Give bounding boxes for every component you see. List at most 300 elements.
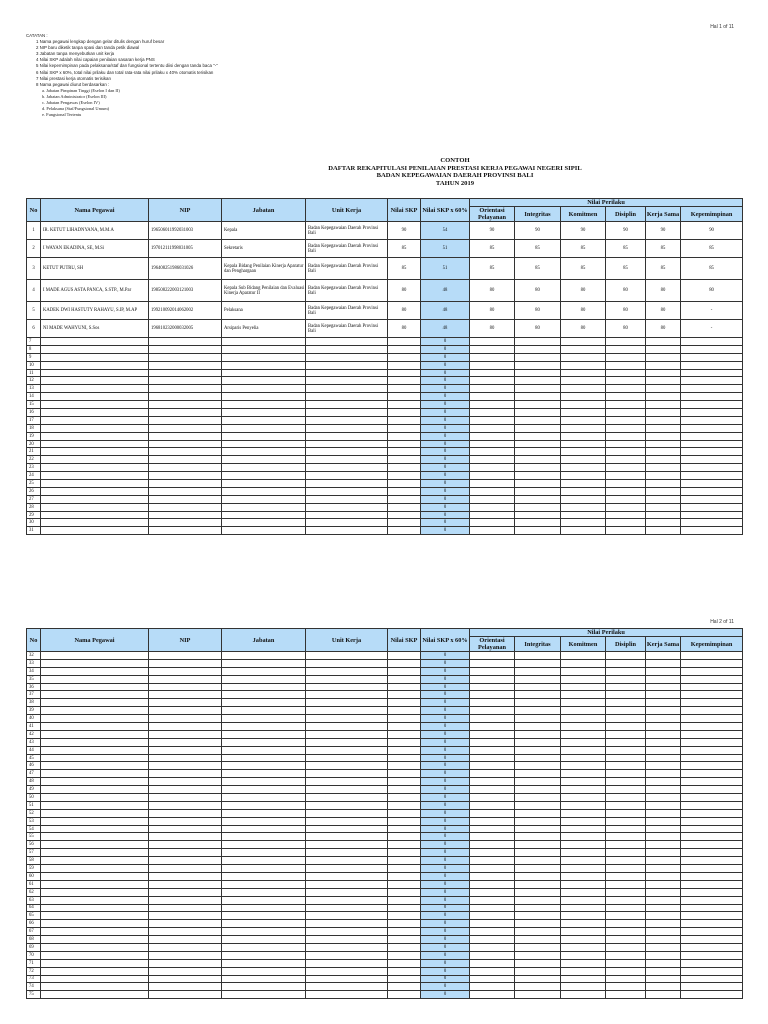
cell-empty: [470, 983, 515, 991]
cell-empty: [515, 778, 561, 786]
cell-empty: [41, 778, 149, 786]
cell-empty: [388, 659, 421, 667]
cell-empty: [470, 448, 515, 456]
cell-disiplin: 85: [606, 258, 646, 280]
cell-empty: [515, 527, 561, 535]
cell-empty: [606, 746, 646, 754]
cell-empty: [681, 385, 743, 393]
cell-orientasi: 90: [470, 222, 515, 240]
cell-empty: [561, 738, 606, 746]
cell-empty: [606, 432, 646, 440]
cell-empty: [388, 904, 421, 912]
cell-empty: [222, 393, 306, 401]
cell-empty: [41, 770, 149, 778]
cell-empty: [306, 416, 388, 424]
cell-empty: [561, 416, 606, 424]
cell-empty: [149, 432, 222, 440]
cell-empty: [388, 983, 421, 991]
cell-empty: [646, 801, 681, 809]
cell-empty: [41, 959, 149, 967]
cell-empty: [388, 401, 421, 409]
document-title: [0, 157, 768, 187]
cell-empty: [388, 738, 421, 746]
cell-empty: [306, 872, 388, 880]
page-number-2: Hal 2 of 11: [710, 619, 734, 625]
table-row: [27, 888, 743, 896]
cell-empty: [388, 880, 421, 888]
header-kerja-sama: Kerja Sama: [646, 637, 681, 652]
cell-empty: [470, 943, 515, 951]
table-row: [27, 730, 743, 738]
cell-empty: [388, 675, 421, 683]
cell-empty: [606, 456, 646, 464]
cell-empty: [681, 754, 743, 762]
notes-sublist: [26, 88, 218, 118]
cell-empty: [388, 511, 421, 519]
cell-empty: [515, 667, 561, 675]
cell-empty: [646, 762, 681, 770]
cell-jabatan: Kepala: [222, 222, 306, 240]
cell-no: 18: [27, 424, 41, 432]
cell-empty: [470, 904, 515, 912]
cell-empty: [470, 951, 515, 959]
cell-empty: [470, 928, 515, 936]
cell-empty: [149, 794, 222, 802]
cell-empty: [306, 401, 388, 409]
cell-empty: [606, 659, 646, 667]
cell-empty: [149, 361, 222, 369]
cell-empty: [561, 480, 606, 488]
cell-empty: [388, 393, 421, 401]
cell-empty: [41, 920, 149, 928]
cell-nama: KADEK DWI HASTUTY RAHAYU, S.IP, M.AP: [41, 302, 149, 320]
cell-empty: [222, 448, 306, 456]
cell-empty: [306, 888, 388, 896]
cell-empty: [306, 353, 388, 361]
cell-empty: [681, 746, 743, 754]
cell-no: 74: [27, 983, 41, 991]
cell-empty: [222, 770, 306, 778]
cell-empty: [561, 936, 606, 944]
cell-nilai-skp-60: 0: [421, 738, 470, 746]
table-row: [27, 385, 743, 393]
cell-empty: [306, 707, 388, 715]
cell-empty: [388, 353, 421, 361]
cell-empty: [470, 699, 515, 707]
cell-empty: [306, 943, 388, 951]
cell-empty: [606, 904, 646, 912]
cell-empty: [681, 975, 743, 983]
cell-empty: [561, 912, 606, 920]
cell-komitmen: 80: [561, 320, 606, 338]
cell-empty: [222, 841, 306, 849]
cell-empty: [646, 385, 681, 393]
cell-empty: [149, 456, 222, 464]
cell-empty: [470, 683, 515, 691]
cell-empty: [149, 440, 222, 448]
cell-empty: [646, 754, 681, 762]
cell-empty: [681, 770, 743, 778]
cell-empty: [470, 762, 515, 770]
cell-empty: [515, 809, 561, 817]
cell-no: 42: [27, 730, 41, 738]
cell-no: 54: [27, 825, 41, 833]
table-row: [27, 369, 743, 377]
cell-empty: [149, 896, 222, 904]
cell-empty: [41, 936, 149, 944]
cell-empty: [515, 723, 561, 731]
header-nama: Nama Pegawai: [41, 199, 149, 222]
cell-empty: [306, 936, 388, 944]
cell-empty: [222, 762, 306, 770]
cell-empty: [515, 754, 561, 762]
cell-empty: [222, 707, 306, 715]
cell-empty: [606, 519, 646, 527]
table-row: [27, 240, 743, 258]
cell-empty: [149, 778, 222, 786]
cell-orientasi: 85: [470, 258, 515, 280]
cell-empty: [149, 707, 222, 715]
cell-empty: [306, 667, 388, 675]
cell-empty: [646, 345, 681, 353]
cell-empty: [681, 691, 743, 699]
cell-empty: [388, 503, 421, 511]
cell-empty: [41, 888, 149, 896]
cell-empty: [306, 699, 388, 707]
cell-empty: [606, 472, 646, 480]
cell-empty: [306, 857, 388, 865]
cell-empty: [646, 472, 681, 480]
cell-empty: [41, 801, 149, 809]
table-row: [27, 416, 743, 424]
cell-empty: [606, 424, 646, 432]
cell-empty: [41, 393, 149, 401]
cell-no: 8: [27, 345, 41, 353]
cell-nilai-skp-60: 0: [421, 778, 470, 786]
cell-empty: [561, 393, 606, 401]
cell-empty: [388, 786, 421, 794]
cell-empty: [606, 880, 646, 888]
cell-empty: [515, 691, 561, 699]
cell-empty: [306, 738, 388, 746]
cell-empty: [388, 345, 421, 353]
cell-empty: [515, 361, 561, 369]
cell-orientasi: 80: [470, 320, 515, 338]
cell-empty: [561, 794, 606, 802]
cell-empty: [306, 801, 388, 809]
cell-empty: [306, 754, 388, 762]
cell-empty: [681, 794, 743, 802]
cell-nilai-skp-60: 0: [421, 464, 470, 472]
cell-empty: [561, 652, 606, 660]
cell-nilai-skp-60: 0: [421, 456, 470, 464]
cell-empty: [515, 456, 561, 464]
table-row: [27, 975, 743, 983]
notes-subitem: d. Pelaksana (Staf/Fungsional Umum): [42, 106, 110, 112]
cell-empty: [561, 385, 606, 393]
cell-empty: [41, 746, 149, 754]
cell-empty: [515, 959, 561, 967]
cell-empty: [561, 456, 606, 464]
cell-integritas: 90: [515, 222, 561, 240]
notes-item: 3 Jabatan tanpa menyebutkan unit kerja: [36, 51, 115, 57]
cell-empty: [681, 857, 743, 865]
cell-empty: [470, 377, 515, 385]
cell-empty: [470, 440, 515, 448]
cell-empty: [646, 865, 681, 873]
cell-empty: [470, 723, 515, 731]
header-nama: Nama Pegawai: [41, 629, 149, 652]
cell-empty: [222, 527, 306, 535]
cell-empty: [515, 401, 561, 409]
cell-no: 73: [27, 975, 41, 983]
table-row: [27, 991, 743, 999]
cell-empty: [515, 683, 561, 691]
notes-item: 5 Nilai kepemimpinan pada pelaksana/staf dan fungsional tertentu diisi dengan tanda baca "-": [36, 63, 218, 69]
cell-kepemimpinan: 80: [681, 280, 743, 302]
cell-empty: [606, 448, 646, 456]
cell-empty: [606, 778, 646, 786]
cell-empty: [222, 983, 306, 991]
cell-empty: [561, 833, 606, 841]
cell-empty: [515, 872, 561, 880]
table-row: [27, 951, 743, 959]
cell-empty: [606, 975, 646, 983]
cell-empty: [41, 738, 149, 746]
cell-empty: [388, 699, 421, 707]
cell-nilai-skp-60: 0: [421, 401, 470, 409]
cell-empty: [646, 699, 681, 707]
cell-empty: [388, 683, 421, 691]
cell-empty: [388, 707, 421, 715]
cell-empty: [606, 872, 646, 880]
cell-empty: [149, 511, 222, 519]
cell-nilai-skp-60: 0: [421, 527, 470, 535]
cell-empty: [515, 746, 561, 754]
cell-empty: [149, 959, 222, 967]
cell-empty: [41, 904, 149, 912]
cell-no: 60: [27, 872, 41, 880]
cell-empty: [681, 401, 743, 409]
cell-kepemimpinan: 85: [681, 258, 743, 280]
table-row: [27, 527, 743, 535]
cell-empty: [222, 817, 306, 825]
cell-empty: [470, 527, 515, 535]
cell-empty: [606, 409, 646, 417]
cell-empty: [149, 983, 222, 991]
cell-empty: [222, 385, 306, 393]
cell-empty: [606, 511, 646, 519]
cell-empty: [41, 880, 149, 888]
cell-empty: [149, 770, 222, 778]
cell-nilai-skp-60: 0: [421, 896, 470, 904]
cell-empty: [149, 920, 222, 928]
cell-empty: [606, 943, 646, 951]
cell-empty: [222, 746, 306, 754]
cell-empty: [470, 659, 515, 667]
cell-empty: [681, 361, 743, 369]
cell-no: 40: [27, 715, 41, 723]
cell-empty: [149, 527, 222, 535]
cell-nilai-skp: 90: [388, 222, 421, 240]
cell-empty: [149, 880, 222, 888]
cell-empty: [149, 472, 222, 480]
table-row: [27, 801, 743, 809]
cell-komitmen: 80: [561, 302, 606, 320]
table-row: [27, 472, 743, 480]
cell-empty: [306, 683, 388, 691]
cell-empty: [681, 912, 743, 920]
table-row: [27, 495, 743, 503]
cell-empty: [470, 770, 515, 778]
cell-empty: [222, 778, 306, 786]
cell-empty: [149, 377, 222, 385]
cell-empty: [681, 841, 743, 849]
table-row: [27, 857, 743, 865]
cell-empty: [515, 495, 561, 503]
cell-empty: [681, 872, 743, 880]
cell-empty: [306, 511, 388, 519]
cell-no: 13: [27, 385, 41, 393]
cell-empty: [561, 353, 606, 361]
cell-no: 57: [27, 849, 41, 857]
cell-empty: [222, 912, 306, 920]
cell-no: 47: [27, 770, 41, 778]
title-line: TAHUN 2019: [435, 179, 475, 187]
cell-empty: [222, 951, 306, 959]
table-row: [27, 825, 743, 833]
cell-empty: [646, 912, 681, 920]
cell-empty: [681, 849, 743, 857]
notes-title: CATATAN :: [26, 33, 48, 38]
cell-empty: [681, 338, 743, 346]
table-row: [27, 440, 743, 448]
cell-empty: [222, 432, 306, 440]
table-row: [27, 409, 743, 417]
cell-empty: [470, 730, 515, 738]
cell-empty: [646, 849, 681, 857]
table-row: [27, 519, 743, 527]
cell-empty: [646, 809, 681, 817]
cell-empty: [222, 904, 306, 912]
cell-empty: [470, 401, 515, 409]
cell-empty: [222, 865, 306, 873]
cell-empty: [41, 456, 149, 464]
cell-empty: [149, 801, 222, 809]
cell-empty: [222, 667, 306, 675]
cell-empty: [388, 794, 421, 802]
notes-item: 2 NIP baru diketik tanpa spasi dan tanda petik diawal: [36, 45, 140, 51]
cell-empty: [149, 904, 222, 912]
cell-empty: [561, 983, 606, 991]
cell-empty: [515, 762, 561, 770]
cell-empty: [606, 401, 646, 409]
cell-empty: [41, 865, 149, 873]
cell-empty: [561, 361, 606, 369]
cell-unit-kerja: Badan Kepegawaian Daerah Provinsi Bali: [306, 240, 388, 258]
cell-nilai-skp-60: 0: [421, 393, 470, 401]
cell-orientasi: 80: [470, 302, 515, 320]
notes-subitem: c. Jabatan Pengawas (Eselon IV): [42, 100, 100, 106]
cell-empty: [388, 652, 421, 660]
cell-no: 53: [27, 817, 41, 825]
table-row: [27, 928, 743, 936]
cell-nilai-skp-60: 0: [421, 770, 470, 778]
cell-empty: [606, 809, 646, 817]
cell-empty: [681, 440, 743, 448]
cell-empty: [222, 738, 306, 746]
cell-disiplin: 85: [606, 240, 646, 258]
cell-empty: [606, 691, 646, 699]
cell-empty: [222, 683, 306, 691]
cell-no: 37: [27, 691, 41, 699]
cell-empty: [606, 683, 646, 691]
cell-empty: [222, 377, 306, 385]
cell-empty: [561, 896, 606, 904]
cell-empty: [41, 377, 149, 385]
cell-empty: [681, 432, 743, 440]
cell-no: 16: [27, 409, 41, 417]
cell-empty: [222, 369, 306, 377]
cell-empty: [222, 424, 306, 432]
cell-empty: [222, 472, 306, 480]
header-komitmen: Komitmen: [561, 207, 606, 222]
cell-empty: [646, 951, 681, 959]
cell-empty: [41, 519, 149, 527]
cell-empty: [606, 707, 646, 715]
cell-empty: [646, 872, 681, 880]
cell-empty: [149, 723, 222, 731]
cell-empty: [561, 967, 606, 975]
cell-empty: [646, 503, 681, 511]
cell-empty: [222, 943, 306, 951]
cell-empty: [222, 353, 306, 361]
cell-empty: [606, 754, 646, 762]
cell-empty: [681, 896, 743, 904]
cell-nilai-skp-60: 0: [421, 746, 470, 754]
cell-empty: [388, 778, 421, 786]
cell-empty: [561, 857, 606, 865]
cell-nilai-skp-60: 0: [421, 659, 470, 667]
cell-empty: [561, 801, 606, 809]
cell-empty: [681, 472, 743, 480]
cell-empty: [515, 464, 561, 472]
cell-empty: [388, 833, 421, 841]
cell-empty: [306, 472, 388, 480]
cell-empty: [515, 448, 561, 456]
cell-nilai-skp-60: 0: [421, 959, 470, 967]
cell-empty: [41, 928, 149, 936]
cell-empty: [149, 338, 222, 346]
cell-nilai-skp-60: 0: [421, 511, 470, 519]
cell-no: 61: [27, 880, 41, 888]
cell-empty: [561, 865, 606, 873]
cell-empty: [470, 809, 515, 817]
cell-empty: [470, 841, 515, 849]
cell-no: 56: [27, 841, 41, 849]
cell-empty: [606, 393, 646, 401]
cell-empty: [646, 511, 681, 519]
cell-empty: [388, 472, 421, 480]
table-row: [27, 754, 743, 762]
cell-nilai-skp-60: 0: [421, 409, 470, 417]
cell-empty: [388, 888, 421, 896]
cell-empty: [222, 825, 306, 833]
cell-empty: [41, 754, 149, 762]
table-row: [27, 738, 743, 746]
cell-nilai-skp-60: 0: [421, 809, 470, 817]
cell-empty: [222, 675, 306, 683]
